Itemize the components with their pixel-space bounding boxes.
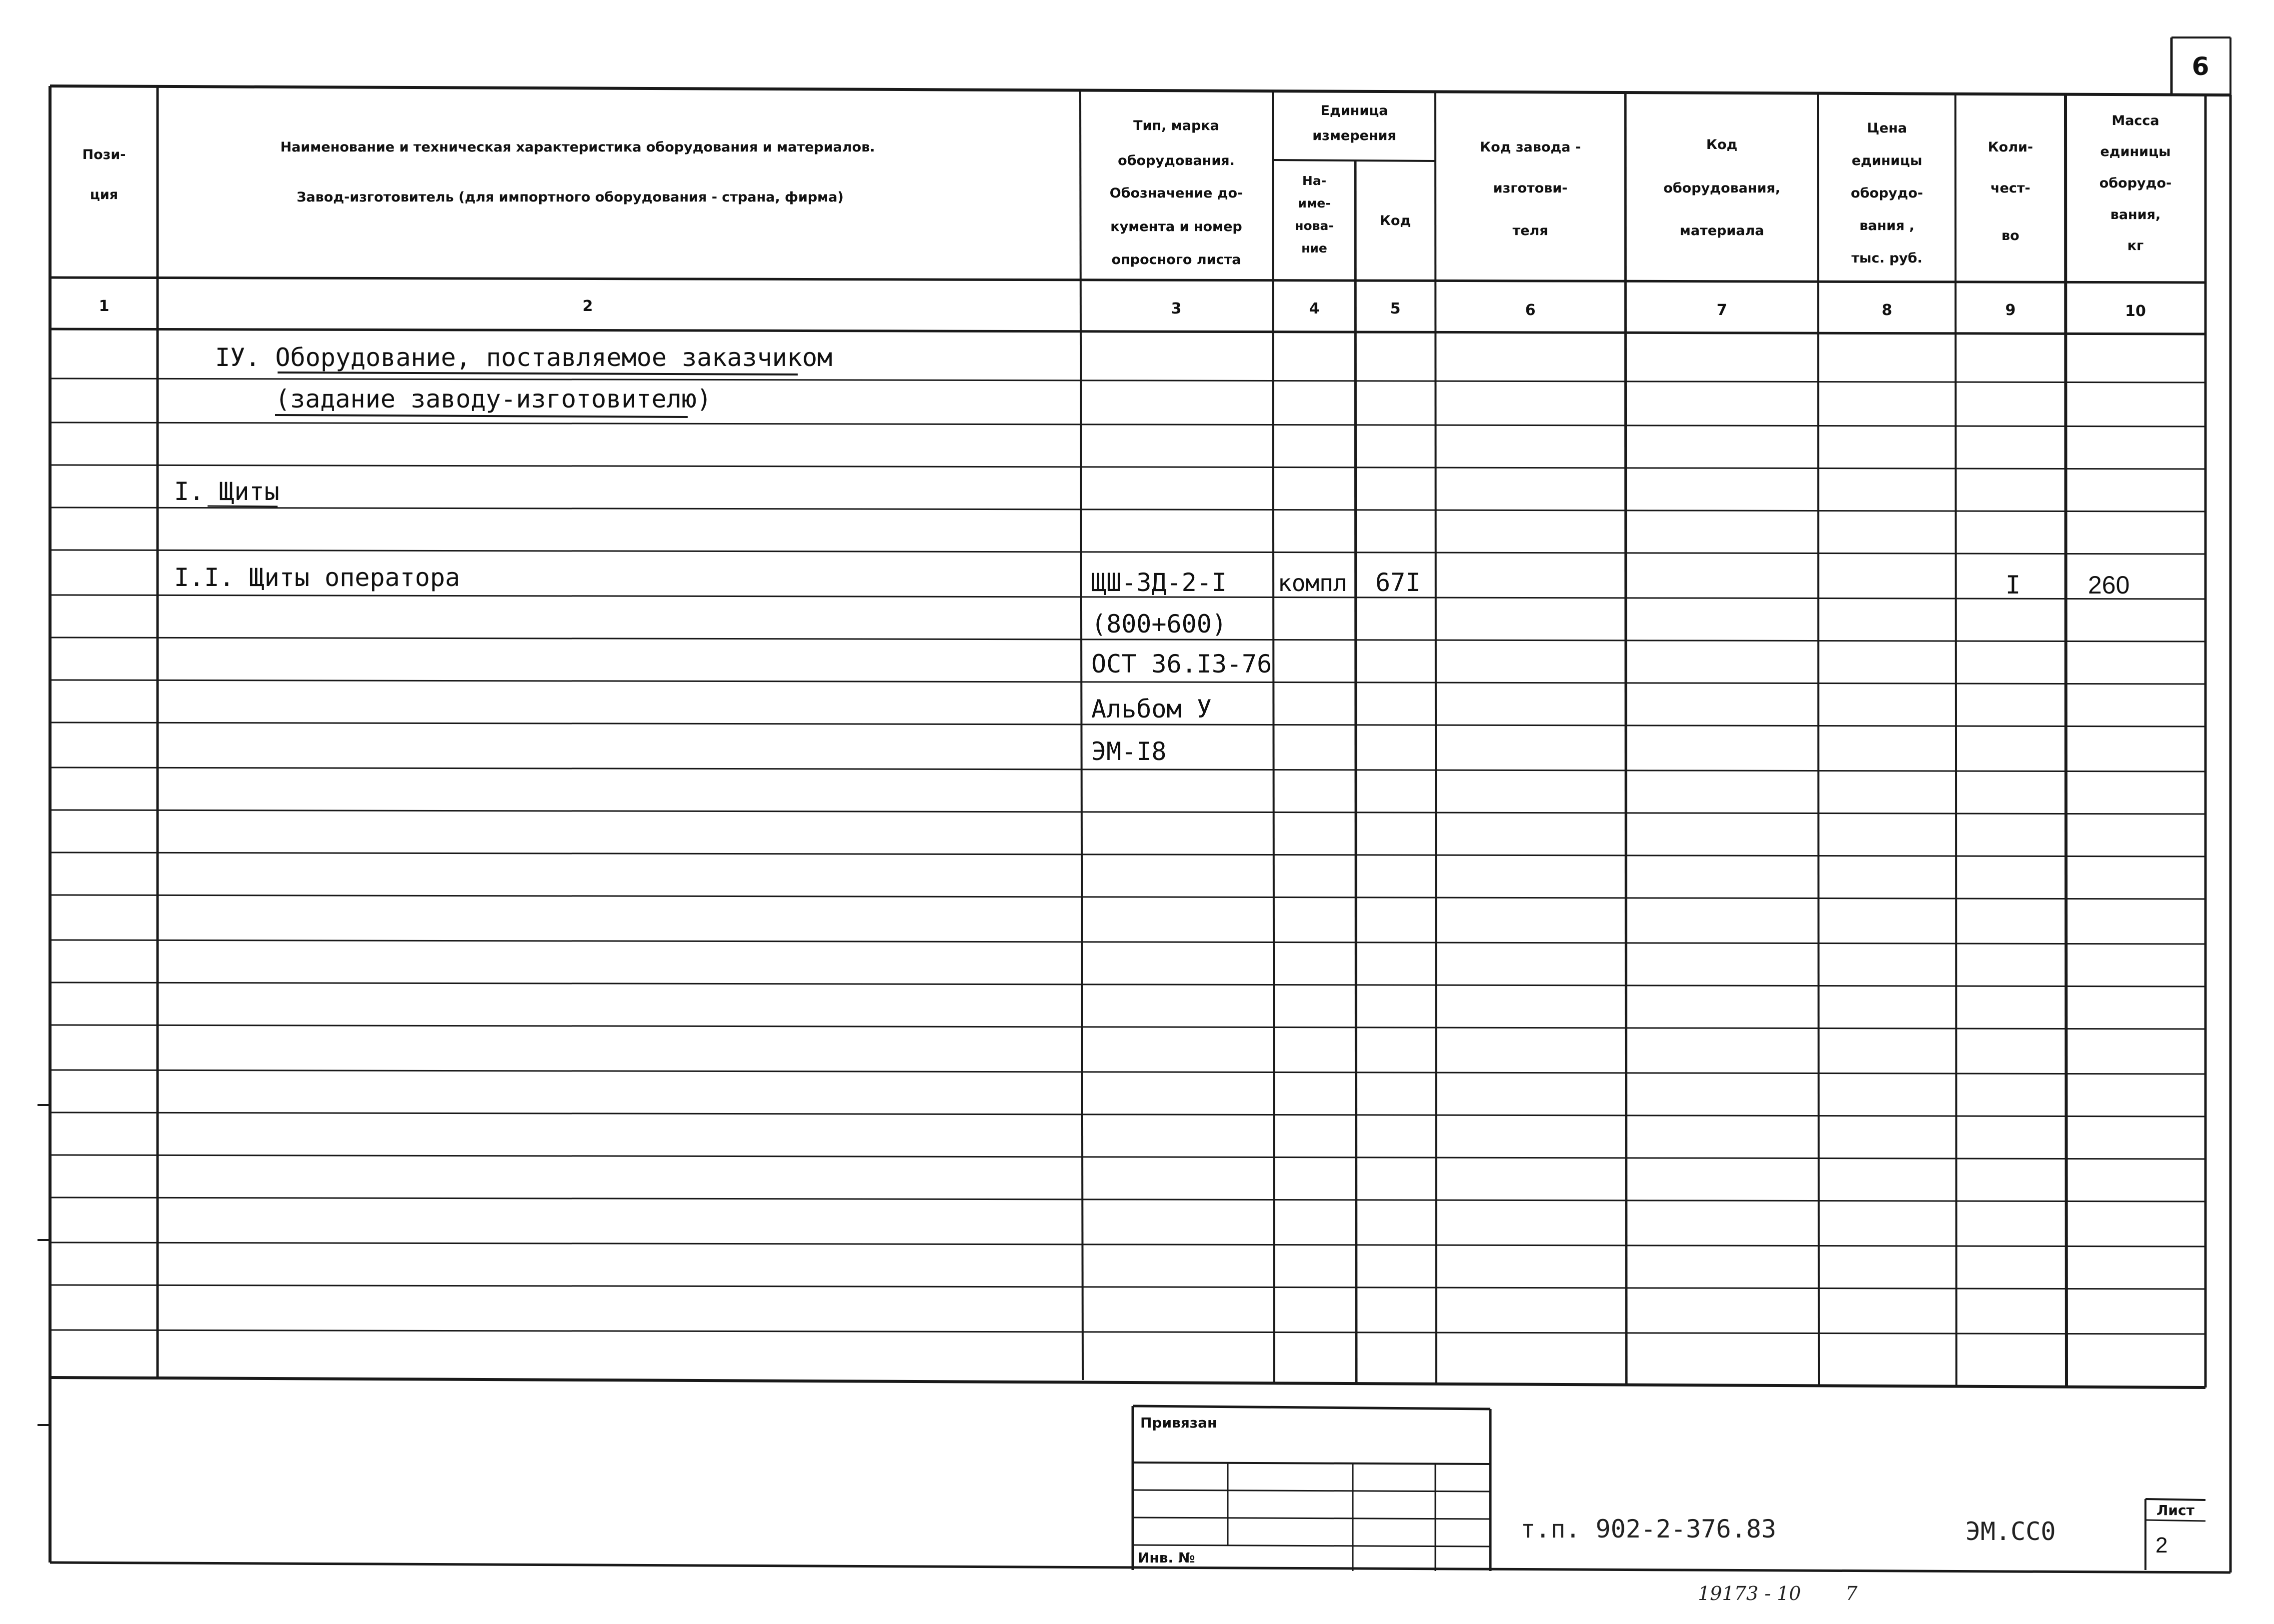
svg-text:Коли-: Коли- [1987,140,2033,155]
item-type-line: ЭМ-I8 [1091,737,1167,766]
svg-text:единицы: единицы [1851,153,1922,168]
svg-text:Обозначение до-: Обозначение до- [1109,186,1243,201]
svg-text:На-: На- [1302,174,1327,188]
svg-text:9: 9 [2005,302,2016,319]
svg-text:ция: ция [90,187,119,202]
svg-text:име-: име- [1298,196,1331,210]
page-number: 6 [2191,52,2209,81]
svg-text:7: 7 [1716,302,1727,319]
header-col-6 [1480,140,1581,238]
svg-text:изготови-: изготови- [1493,180,1568,196]
svg-text:Код: Код [1706,137,1738,152]
svg-text:чест-: чест- [1990,180,2030,196]
handwritten-note [1698,1582,1858,1604]
header-col-1 [83,147,126,202]
svg-text:Наименование и техническая хар: Наименование и техническая характеристика оборудования и материалов. [280,140,875,155]
title-block [1133,1406,2205,1571]
header-unit-group [1312,103,1396,144]
svg-text:Масса: Масса [2111,113,2159,128]
table-row [174,563,2129,600]
header-col-3 [1110,118,1243,268]
svg-text:оборудо-: оборудо- [1850,186,1923,201]
svg-text:Код завода -: Код завода - [1480,140,1581,155]
header-col-10 [2099,113,2171,254]
svg-text:нова-: нова- [1295,218,1334,233]
svg-text:Единица: Единица [1320,103,1388,118]
svg-text:6: 6 [1525,302,1536,319]
svg-text:во: во [2001,228,2019,244]
svg-text:теля: теля [1512,223,1548,238]
header-col-4 [1295,174,1334,256]
svg-text:8: 8 [1881,302,1892,319]
svg-text:оборудования.: оборудования. [1118,153,1235,168]
svg-text:4: 4 [1309,300,1320,318]
item-quantity: I [2005,570,2021,600]
svg-text:вания ,: вания , [1859,218,1914,234]
header-col-8 [1851,120,1923,266]
svg-text:2: 2 [582,298,593,315]
svg-text:7: 7 [1845,1582,1858,1604]
item-type-line: Альбом У [1091,694,1212,724]
svg-text:материала: материала [1679,223,1764,238]
item-type-line: ОСТ 36.I3-76 [1091,650,1272,678]
svg-text:5: 5 [1390,300,1401,318]
item-type: ЩШ-3Д-2-I [1091,568,1227,597]
inventory-label: Инв. № [1138,1550,1195,1566]
list-label: Лист [2156,1502,2194,1518]
column-number-row [99,298,2146,320]
svg-text:Тип, марка: Тип, марка [1133,118,1219,134]
svg-text:оборудования,: оборудования, [1663,180,1780,196]
header-col-5 [1380,213,1411,228]
page-number-box [2171,38,2230,95]
svg-text:Код: Код [1379,213,1411,228]
svg-text:опросного листа: опросного листа [1111,252,1241,268]
section-title: IУ. Оборудование, поставляемое заказчиком [215,343,833,372]
svg-text:Завод-изготовитель (для импорт: Завод-изготовитель (для импортного оборудования - страна, фирма) [297,190,844,205]
svg-text:кумента и номер: кумента и номер [1110,219,1242,234]
item-unit-name: компл [1278,570,1347,596]
svg-text:оборудо-: оборудо- [2099,176,2172,191]
svg-text:тыс. руб.: тыс. руб. [1851,250,1922,266]
svg-text:единицы: единицы [2100,144,2171,160]
svg-text:измерения: измерения [1312,128,1396,144]
document-code: т.п. 902-2-376.83 [1520,1514,1776,1544]
svg-text:3: 3 [1171,300,1182,318]
svg-text:Цена: Цена [1866,120,1907,136]
svg-text:вания,: вания, [2110,207,2161,222]
sheet-code: ЭМ.СС0 [1965,1517,2056,1546]
item-name: I.I. Щиты оператора [174,563,460,592]
item-type-line: (800+600) [1091,610,1227,638]
privyazan-label: Привязан [1140,1414,1217,1431]
section-subtitle: (задание заводу-изготовителю) [275,384,712,414]
group-title: I. Щиты [174,477,280,506]
header-col-7 [1663,137,1780,238]
column-headers [83,103,2172,268]
table-body [174,343,2129,766]
outer-frame [38,86,2230,1572]
svg-text:10: 10 [2125,302,2146,320]
svg-text:19173 - 10: 19173 - 10 [1698,1582,1801,1604]
item-unit-code: 67I [1375,568,1421,597]
header-col-2 [280,140,875,205]
item-mass: 260 [2088,571,2130,599]
svg-text:ние: ние [1301,241,1327,256]
svg-text:1: 1 [99,298,110,315]
svg-text:кг: кг [2127,238,2144,254]
list-number: 2 [2155,1533,2168,1558]
header-col-9 [1988,140,2033,244]
svg-text:Пози-: Пози- [82,147,126,162]
